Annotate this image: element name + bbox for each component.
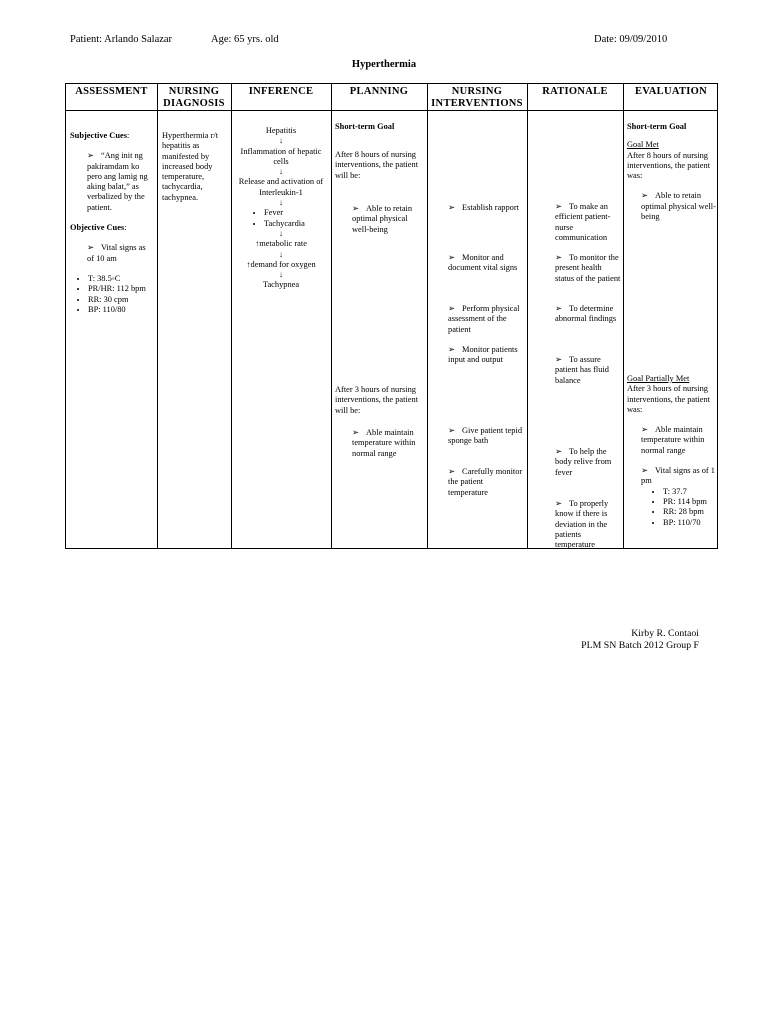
subjective-cue-quote: ➢ “Ang init ng pakiramdam ko pero ang lamig ng aking balat,” as verbalized by the patient.: [87, 151, 148, 212]
arrow-bullet-icon: ➢: [87, 151, 95, 161]
inference-step: ↑demand for oxygen: [246, 259, 316, 269]
inference-step: Tachypnea: [262, 280, 300, 290]
arrow-bullet-icon: ➢: [641, 425, 649, 435]
arrow-bullet-icon: ➢: [555, 499, 563, 508]
list-item: • T: 37.7: [663, 487, 717, 497]
down-arrow-icon: ↓: [278, 167, 284, 177]
care-plan-date: Date: 09/09/2010: [594, 34, 668, 45]
intervention-item: ➢ Give patient tepid sponge bath: [448, 426, 523, 446]
list-item: • BP: 110/70: [663, 518, 717, 528]
rationale-item: ➢ To monitor the present health status of the patient: [555, 253, 621, 283]
column-header-inference: INFERENCE: [248, 86, 314, 97]
evaluation-cell: [627, 122, 717, 222]
arrow-bullet-icon: ➢: [555, 202, 563, 211]
down-arrow-icon: ↓: [278, 136, 284, 146]
patient-name: Patient: Arlando Salazar: [70, 34, 173, 45]
rationale-item: ➢ To make an efficient patient-nurse communication: [555, 202, 611, 242]
arrow-bullet-icon: ➢: [641, 466, 649, 476]
inference-step: Release and activation of Interleukin-1: [238, 177, 324, 197]
evaluation-short-term-label: Short-term Goal: [627, 122, 687, 131]
arrow-bullet-icon: ➢: [448, 253, 456, 262]
down-arrow-icon: ↓: [278, 228, 284, 238]
inference-step: Hepatitis: [265, 126, 297, 135]
column-header-assessment: ASSESSMENT: [75, 86, 148, 97]
planning-short-term-label: Short-term Goal: [335, 122, 395, 131]
intervention-item: ➢ Monitor patients input and output: [448, 345, 518, 365]
goal-met-label: Goal Met: [627, 140, 659, 150]
planning-goal-2-item: ➢ Able maintain temperature within normal range: [352, 428, 416, 458]
signature-name: Kirby R. Contaoi: [631, 628, 699, 639]
inference-step: ↑metabolic rate: [255, 239, 307, 249]
arrow-bullet-icon: ➢: [448, 203, 456, 212]
objective-cues-label: Objective Cues: [70, 223, 125, 233]
intervention-item: ➢ Carefully monitor the patient temperature: [448, 467, 523, 497]
assessment-cell: Subjective Cues: ➢ “Ang init ng pakiramdam ko pero ang lamig ng aking balat,” as verbalized by the patient. Objective Cues: ➢ Vital signs as of 10 am • T: 38.5◦C • PR/HR: 112 bpm • RR: 30 cpm • BP: 110/80: [70, 131, 154, 315]
goal-partially-met-label: Goal Partially Met: [627, 374, 690, 383]
evaluation-vitals-list: [627, 487, 717, 528]
arrow-bullet-icon: ➢: [87, 243, 95, 253]
arrow-bullet-icon: ➢: [448, 304, 456, 313]
intervention-item: ➢ Monitor and document vital signs: [448, 253, 518, 273]
planning-goal-1-intro: After 8 hours of nursing interventions, the patient will be:: [335, 150, 419, 180]
planning-goal-1-item: ➢ Able to retain optimal physical well-being: [352, 204, 413, 234]
list-item: • Fever: [264, 208, 328, 218]
arrow-bullet-icon: ➢: [352, 428, 360, 437]
vital-signs-intro: ➢ Vital signs as of 10 am: [87, 243, 146, 263]
patient-age: Age: 65 yrs. old: [211, 34, 279, 45]
down-arrow-icon: ↓: [278, 198, 284, 208]
inference-cell: [234, 126, 328, 291]
arrow-bullet-icon: ➢: [448, 467, 456, 476]
inference-step: Inflammation of hepatic cells: [240, 146, 322, 166]
column-header-planning: PLANNING: [349, 86, 409, 97]
arrow-bullet-icon: ➢: [555, 355, 563, 364]
list-item: • PR/HR: 112 bpm: [88, 284, 154, 294]
goal-partially-met-item: ➢ Able maintain temperature within normal range: [641, 425, 705, 455]
list-item: • RR: 28 bpm: [663, 507, 717, 517]
down-arrow-icon: ↓: [278, 249, 284, 259]
column-header-rationale: RATIONALE: [542, 86, 608, 97]
vital-signs-list: [70, 274, 154, 315]
list-item: • BP: 110/80: [88, 305, 154, 315]
evaluation-vitals-intro: ➢ Vital signs as of 1 pm: [641, 466, 715, 486]
rationale-item: ➢ To assure patient has fluid balance: [555, 355, 609, 385]
intervention-item: ➢ Perform physical assessment of the patient: [448, 304, 520, 334]
subjective-cues-label: Subjective Cues: [70, 131, 127, 140]
nursing-care-plan-table: [65, 83, 718, 549]
column-header-nursing-interventions: NURSING INTERVENTIONS: [431, 86, 523, 109]
planning-goal-2-intro: After 3 hours of nursing interventions, the patient will be:: [335, 385, 419, 415]
care-plan-title: Hyperthermia: [351, 59, 417, 70]
goal-met-item: ➢ Able to retain optimal physical well-being: [641, 191, 716, 222]
arrow-bullet-icon: ➢: [555, 447, 563, 456]
rationale-item: ➢ To help the body relive from fever: [555, 447, 612, 477]
arrow-bullet-icon: ➢: [555, 304, 563, 313]
goal-met-text: After 8 hours of nursing interventions, the patient was:: [627, 150, 711, 181]
signature-group: PLM SN Batch 2012 Group F: [581, 640, 699, 651]
rationale-item: ➢ To determine abnormal findings: [555, 304, 617, 324]
rationale-item: ➢ To properly know if there is deviation in the patients temperature: [555, 499, 609, 550]
arrow-bullet-icon: ➢: [448, 426, 456, 435]
arrow-bullet-icon: ➢: [352, 204, 360, 213]
goal-partially-met-text: After 3 hours of nursing interventions, the patient was:: [627, 384, 711, 414]
down-arrow-icon: ↓: [278, 270, 284, 280]
list-item: • PR: 114 bpm: [663, 497, 717, 507]
evaluation-partial-cell: [627, 374, 717, 528]
list-item: • RR: 30 cpm: [88, 295, 154, 305]
list-item: • T: 38.5◦C: [88, 274, 154, 284]
list-item: • Tachycardia: [264, 219, 328, 229]
column-header-evaluation: EVALUATION: [634, 86, 708, 97]
arrow-bullet-icon: ➢: [641, 191, 649, 201]
arrow-bullet-icon: ➢: [448, 345, 456, 354]
intervention-item: ➢ Establish rapport: [448, 203, 519, 212]
column-header-nursing-diagnosis: NURSING DIAGNOSIS: [163, 86, 225, 109]
inference-bullets: [234, 208, 328, 229]
nursing-diagnosis-text: Hyperthermia r/t hepatitis as manifested by increased body temperature, tachycardia, tachypnea.: [162, 131, 219, 202]
arrow-bullet-icon: ➢: [555, 253, 563, 262]
